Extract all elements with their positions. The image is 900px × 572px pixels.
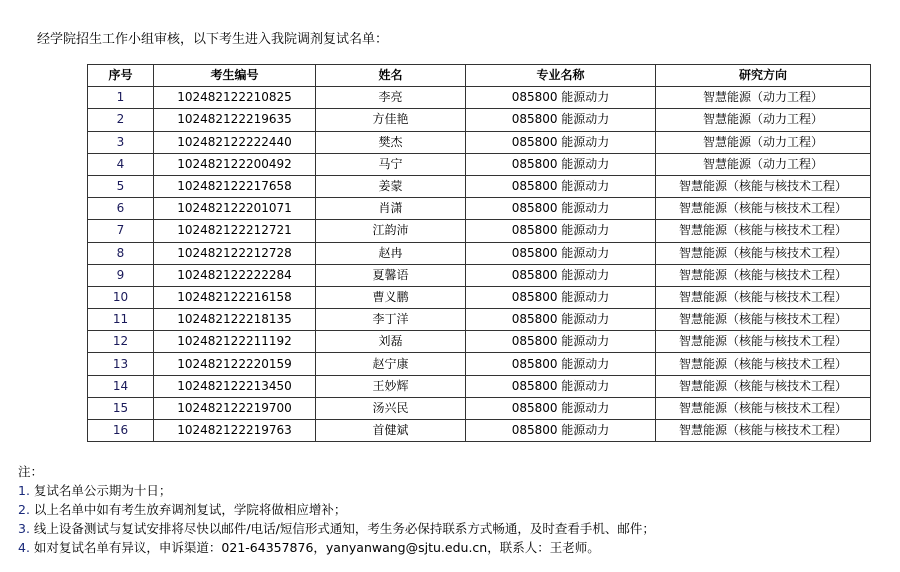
cell-id: 102482122211192 bbox=[154, 331, 316, 353]
note-item bbox=[18, 519, 655, 538]
cell-name: 方佳艳 bbox=[316, 109, 466, 131]
note-item bbox=[18, 538, 655, 557]
cell-id: 102482122201071 bbox=[154, 198, 316, 220]
table-row bbox=[88, 87, 871, 109]
cell-name: 夏馨语 bbox=[316, 264, 466, 286]
cell-name: 赵冉 bbox=[316, 242, 466, 264]
cell-seq: 7 bbox=[88, 220, 154, 242]
cell-major: 085800 能源动力 bbox=[466, 87, 656, 109]
cell-seq: 5 bbox=[88, 175, 154, 197]
cell-major: 085800 能源动力 bbox=[466, 286, 656, 308]
cell-direction: 智慧能源（动力工程） bbox=[656, 87, 871, 109]
table-row bbox=[88, 131, 871, 153]
cell-direction: 智慧能源（核能与核技术工程） bbox=[656, 397, 871, 419]
cell-name: 王妙辉 bbox=[316, 375, 466, 397]
cell-seq: 1 bbox=[88, 87, 154, 109]
cell-direction: 智慧能源（核能与核技术工程） bbox=[656, 353, 871, 375]
header-direction: 研究方向 bbox=[656, 65, 871, 87]
table-row bbox=[88, 420, 871, 442]
cell-direction: 智慧能源（核能与核技术工程） bbox=[656, 264, 871, 286]
note-text: 以上名单中如有考生放弃调剂复试，学院将做相应增补； bbox=[33, 502, 347, 517]
cell-id: 102482122216158 bbox=[154, 286, 316, 308]
note-text: 如对复试名单有异议，申诉渠道：021-64357876，yanyanwang@sjtu.edu.cn，联系人：王老师。 bbox=[33, 540, 600, 555]
note-number: 1. bbox=[18, 483, 30, 498]
header-name: 姓名 bbox=[316, 65, 466, 87]
cell-name: 李亮 bbox=[316, 87, 466, 109]
cell-seq: 13 bbox=[88, 353, 154, 375]
table-row bbox=[88, 220, 871, 242]
note-text: 线上设备测试与复试安排将尽快以邮件/电话/短信形式通知，考生务必保持联系方式畅通，及时查看手机、邮件； bbox=[33, 521, 655, 536]
cell-direction: 智慧能源（核能与核技术工程） bbox=[656, 220, 871, 242]
header-major: 专业名称 bbox=[466, 65, 656, 87]
cell-seq: 3 bbox=[88, 131, 154, 153]
cell-seq: 11 bbox=[88, 309, 154, 331]
table-row bbox=[88, 286, 871, 308]
cell-major: 085800 能源动力 bbox=[466, 198, 656, 220]
cell-seq: 9 bbox=[88, 264, 154, 286]
cell-direction: 智慧能源（动力工程） bbox=[656, 153, 871, 175]
intro-text: 经学院招生工作小组审核，以下考生进入我院调剂复试名单： bbox=[37, 32, 389, 47]
table-row bbox=[88, 375, 871, 397]
cell-name: 肖潇 bbox=[316, 198, 466, 220]
cell-id: 102482122222284 bbox=[154, 264, 316, 286]
cell-major: 085800 能源动力 bbox=[466, 375, 656, 397]
cell-name: 姜蒙 bbox=[316, 175, 466, 197]
cell-id: 102482122219635 bbox=[154, 109, 316, 131]
cell-major: 085800 能源动力 bbox=[466, 109, 656, 131]
cell-name: 李丁洋 bbox=[316, 309, 466, 331]
table-row bbox=[88, 175, 871, 197]
cell-direction: 智慧能源（核能与核技术工程） bbox=[656, 175, 871, 197]
cell-direction: 智慧能源（核能与核技术工程） bbox=[656, 286, 871, 308]
notes bbox=[18, 462, 655, 557]
table-row bbox=[88, 153, 871, 175]
cell-id: 102482122220159 bbox=[154, 353, 316, 375]
cell-major: 085800 能源动力 bbox=[466, 309, 656, 331]
cell-id: 102482122210825 bbox=[154, 87, 316, 109]
cell-seq: 14 bbox=[88, 375, 154, 397]
cell-major: 085800 能源动力 bbox=[466, 131, 656, 153]
cell-seq: 8 bbox=[88, 242, 154, 264]
header-seq: 序号 bbox=[88, 65, 154, 87]
cell-name: 曹义鹏 bbox=[316, 286, 466, 308]
note-item bbox=[18, 481, 655, 500]
cell-id: 102482122212721 bbox=[154, 220, 316, 242]
cell-direction: 智慧能源（核能与核技术工程） bbox=[656, 375, 871, 397]
table-row bbox=[88, 109, 871, 131]
table-row bbox=[88, 331, 871, 353]
cell-id: 102482122222440 bbox=[154, 131, 316, 153]
note-number: 2. bbox=[18, 502, 30, 517]
cell-seq: 15 bbox=[88, 397, 154, 419]
cell-direction: 智慧能源（核能与核技术工程） bbox=[656, 331, 871, 353]
cell-major: 085800 能源动力 bbox=[466, 242, 656, 264]
cell-seq: 2 bbox=[88, 109, 154, 131]
cell-direction: 智慧能源（核能与核技术工程） bbox=[656, 198, 871, 220]
note-number: 4. bbox=[18, 540, 30, 555]
cell-id: 102482122213450 bbox=[154, 375, 316, 397]
cell-major: 085800 能源动力 bbox=[466, 353, 656, 375]
retest-list-table bbox=[87, 64, 871, 442]
cell-name: 马宁 bbox=[316, 153, 466, 175]
cell-seq: 10 bbox=[88, 286, 154, 308]
cell-direction: 智慧能源（核能与核技术工程） bbox=[656, 420, 871, 442]
note-text: 复试名单公示期为十日； bbox=[33, 483, 172, 498]
note-number: 3. bbox=[18, 521, 30, 536]
cell-direction: 智慧能源（核能与核技术工程） bbox=[656, 309, 871, 331]
cell-major: 085800 能源动力 bbox=[466, 331, 656, 353]
cell-direction: 智慧能源（核能与核技术工程） bbox=[656, 242, 871, 264]
cell-id: 102482122200492 bbox=[154, 153, 316, 175]
cell-direction: 智慧能源（动力工程） bbox=[656, 131, 871, 153]
cell-id: 102482122212728 bbox=[154, 242, 316, 264]
cell-direction: 智慧能源（动力工程） bbox=[656, 109, 871, 131]
cell-name: 首健斌 bbox=[316, 420, 466, 442]
table-row bbox=[88, 309, 871, 331]
cell-name: 赵宁康 bbox=[316, 353, 466, 375]
cell-id: 102482122218135 bbox=[154, 309, 316, 331]
cell-seq: 16 bbox=[88, 420, 154, 442]
cell-major: 085800 能源动力 bbox=[466, 175, 656, 197]
cell-name: 樊杰 bbox=[316, 131, 466, 153]
cell-major: 085800 能源动力 bbox=[466, 264, 656, 286]
cell-id: 102482122219763 bbox=[154, 420, 316, 442]
cell-major: 085800 能源动力 bbox=[466, 220, 656, 242]
table-row bbox=[88, 198, 871, 220]
cell-major: 085800 能源动力 bbox=[466, 153, 656, 175]
table-header-row bbox=[88, 65, 871, 87]
table-row bbox=[88, 353, 871, 375]
header-id: 考生编号 bbox=[154, 65, 316, 87]
cell-id: 102482122217658 bbox=[154, 175, 316, 197]
cell-name: 汤兴民 bbox=[316, 397, 466, 419]
cell-id: 102482122219700 bbox=[154, 397, 316, 419]
cell-name: 江韵沛 bbox=[316, 220, 466, 242]
note-item bbox=[18, 500, 655, 519]
table-row bbox=[88, 242, 871, 264]
cell-major: 085800 能源动力 bbox=[466, 397, 656, 419]
cell-name: 刘磊 bbox=[316, 331, 466, 353]
cell-seq: 12 bbox=[88, 331, 154, 353]
table-row bbox=[88, 397, 871, 419]
cell-seq: 6 bbox=[88, 198, 154, 220]
cell-major: 085800 能源动力 bbox=[466, 420, 656, 442]
table-row bbox=[88, 264, 871, 286]
cell-seq: 4 bbox=[88, 153, 154, 175]
notes-title: 注： bbox=[18, 464, 44, 479]
